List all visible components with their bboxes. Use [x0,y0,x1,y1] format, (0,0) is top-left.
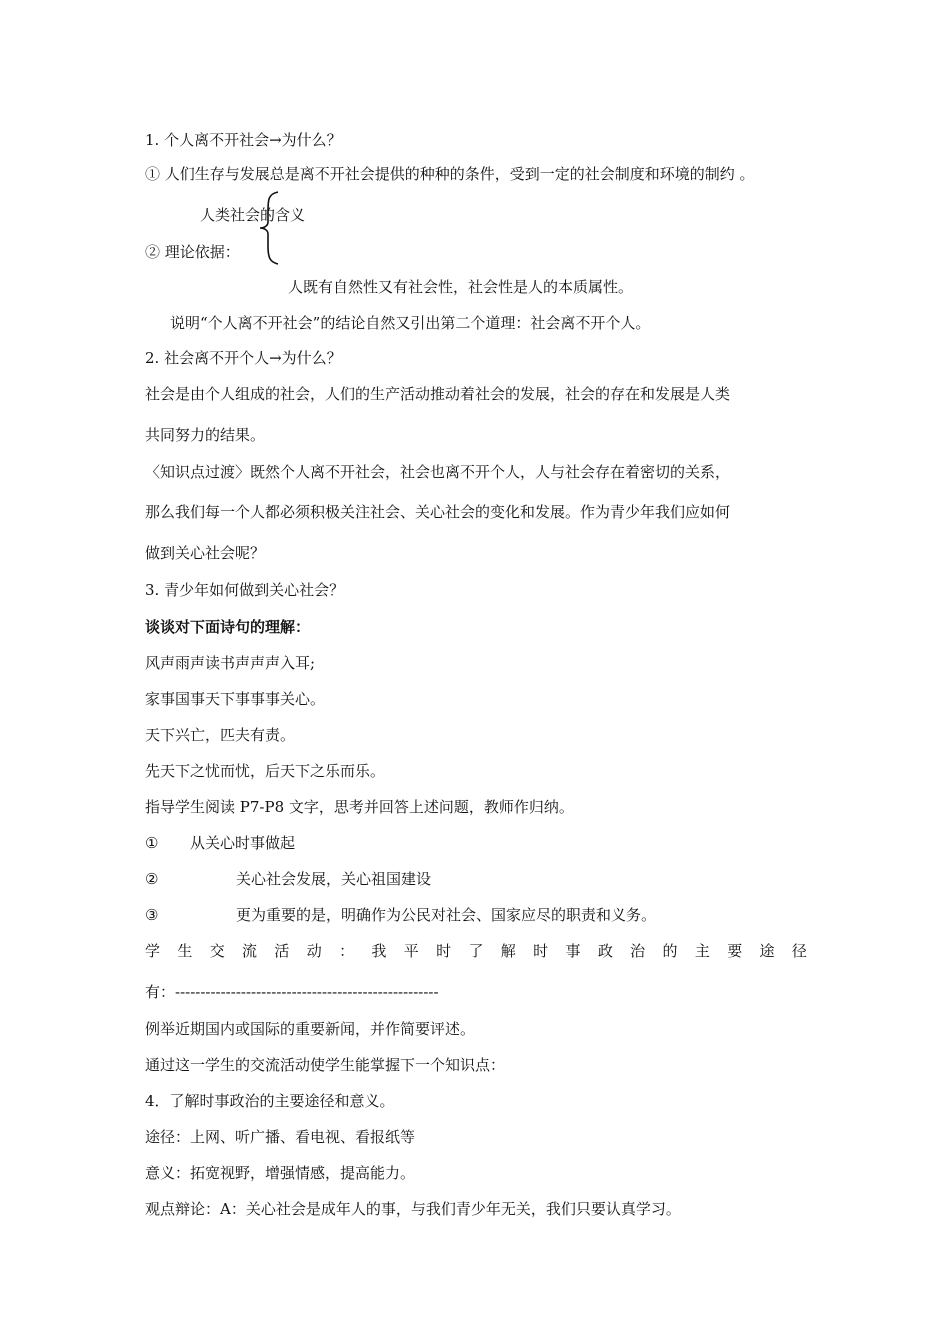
item-2-text: 关心社会发展，关心祖国建设 [236,870,432,888]
transition-line-1: 〈知识点过渡〉既然个人离不开社会，社会也离不开个人，人与社会存在着密切的关系， [145,463,731,481]
answer-2-line-2: 共同努力的结果。 [145,426,266,444]
activity-char: 主 [694,942,710,960]
item-1-number: ① [145,834,159,852]
activity-char: 政 [597,942,613,960]
item-3-text: 更为重要的是，明确作为公民对社会、国家应尽的职责和义务。 [236,906,657,924]
activity-char: 要 [727,942,743,960]
activity-char: 时 [533,942,549,960]
society-meaning-label: 人类社会的含义 [200,206,306,224]
activity-char: 流 [242,942,258,960]
activity-char: ： [339,942,355,960]
activity-char: 途 [759,942,775,960]
poem-heading: 谈谈对下面诗句的理解： [145,618,311,636]
curly-brace-icon [258,190,282,266]
activity-answer-blank: 有：---------------------------------------------------- [145,983,439,1001]
item-2-number: ② [145,870,159,888]
activity-char: 治 [630,942,646,960]
answer-2-line-1: 社会是由个人组成的社会，人们的生产活动推动着社会的发展，社会的存在和发展是人类 [145,385,731,403]
activity-char: 径 [791,942,807,960]
example-line: 例举近期国内或国际的重要新闻，并作简要评述。 [145,1020,476,1038]
activity-char: 的 [662,942,678,960]
question-1: 1. 个人离不开社会→为什么？ [145,131,342,149]
activity-char: 活 [274,942,290,960]
activity-char: 事 [565,942,581,960]
transition-line-3: 做到关心社会呢？ [145,544,266,562]
paragraph-reason-1: ① 人们生存与发展总是离不开社会提供的种种的条件，受到一定的社会制度和环境的制约 。 [145,165,755,183]
item-1-text: 从关心时事做起 [190,834,296,852]
guide-line: 指导学生阅读 P7-P8 文字，思考并回答上述问题，教师作归纳。 [145,798,574,816]
activity-char: 交 [209,942,225,960]
through-line: 通过这一学生的交流活动使学生能掌握下一个知识点： [145,1056,506,1074]
activity-char: 平 [403,942,419,960]
activity-char: 学 [145,942,161,960]
human-nature-line: 人既有自然性又有社会性，社会性是人的本质属性。 [288,278,634,296]
activity-char: 了 [468,942,484,960]
activity-char: 生 [177,942,193,960]
poem-line-1: 风声雨声读书声声声入耳; [145,654,316,672]
explanation-line: 说明“个人离不开社会”的结论自然又引出第二个道理：社会离不开个人。 [170,314,651,332]
debate-line: 观点辩论：A：关心社会是成年人的事，与我们青少年无关，我们只要认真学习。 [145,1200,681,1218]
poem-line-2: 家事国事天下事事事关心。 [145,690,326,708]
activity-char: 我 [371,942,387,960]
significance-line: 意义：拓宽视野，增强情感，提高能力。 [145,1164,416,1182]
question-3: 3. 青少年如何做到关心社会？ [145,581,345,599]
item-3-number: ③ [145,906,159,924]
activity-char: 解 [500,942,516,960]
poem-line-3: 天下兴亡，匹夫有责。 [145,726,296,744]
question-2: 2. 社会离不开个人→为什么？ [145,349,342,367]
activity-char: 动 [306,942,322,960]
activity-char: 时 [436,942,452,960]
ways-line: 途径：上网、听广播、看电视、看报纸等 [145,1128,416,1146]
activity-line [145,941,807,961]
question-4: 4．了解时事政治的主要途径和意义。 [145,1092,395,1110]
transition-line-2: 那么我们每一个人都必须积极关注社会、关心社会的变化和发展。作为青少年我们应如何 [145,503,731,521]
theory-basis-label: ② 理论依据： [145,243,240,261]
poem-line-4: 先天下之忧而忧，后天下之乐而乐。 [145,762,386,780]
